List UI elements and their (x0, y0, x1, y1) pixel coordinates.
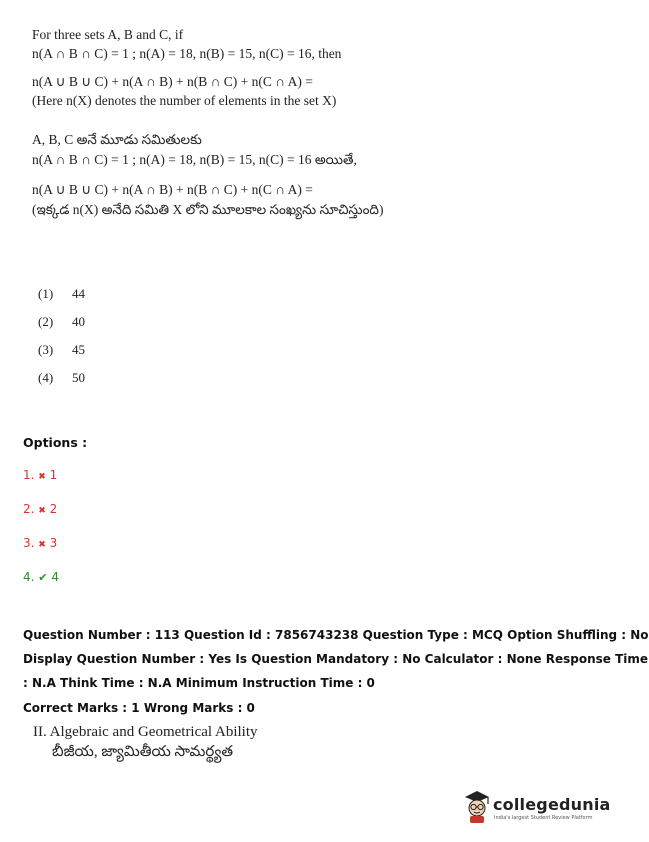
meta-line-1: Question Number : 113 Question Id : 7856743238 Question Type : MCQ Option Shuffling : No (23, 628, 649, 642)
option-2 (23, 502, 57, 516)
question-en-line-3: n(A ∪ B ∪ C) + n(A ∩ B) + n(B ∩ C) + n(C ∩ A) = (32, 74, 313, 89)
choice-2 (38, 314, 85, 330)
options-heading: Options : (23, 435, 88, 450)
meta-line-3: : N.A Think Time : N.A Minimum Instruction Time : 0 (23, 676, 375, 690)
question-te-line-1: A, B, C అనే మూడు సమితులకు (32, 132, 202, 147)
option-label: 1. (23, 468, 35, 482)
option-1 (23, 468, 57, 482)
logo-name: collegedunia (493, 795, 611, 814)
logo-tagline: India's largest Student Review Platform (494, 815, 593, 821)
option-value: 4 (51, 570, 59, 584)
check-icon: ✔ (38, 571, 48, 584)
option-label: 3. (23, 536, 35, 550)
option-value: 3 (49, 536, 58, 550)
option-value: 1 (49, 468, 58, 482)
choice-number: (4) (38, 370, 54, 385)
choice-value: 50 (72, 370, 85, 385)
question-en-line-2: n(A ∩ B ∩ C) = 1 ; n(A) = 18, n(B) = 15, n(C) = 16, then (32, 46, 342, 61)
choice-number: (2) (38, 314, 54, 329)
choice-value: 44 (72, 286, 85, 301)
choice-number: (3) (38, 342, 54, 357)
option-value: 2 (49, 502, 58, 516)
question-te-line-4: (ఇక్కడ n(X) అనేది సమితి X లోని మూలకాల సంఖ్యను సూచిస్తుంది) (32, 202, 384, 217)
choice-1 (38, 286, 85, 302)
meta-line-4: Correct Marks : 1 Wrong Marks : 0 (23, 701, 255, 715)
section-title-te: బీజీయ, జ్యామితీయ సామర్థ్యత (52, 744, 234, 760)
choice-4 (38, 370, 85, 386)
option-4 (23, 570, 59, 584)
choice-3 (38, 342, 85, 358)
choice-number: (1) (38, 286, 54, 301)
option-label: 4. (23, 570, 35, 584)
question-te-line-3: n(A ∪ B ∪ C) + n(A ∩ B) + n(B ∩ C) + n(C ∩ A) = (32, 182, 313, 197)
cross-icon: ✖ (38, 540, 46, 550)
collegedunia-logo (461, 789, 611, 829)
section-title-en: II. Algebraic and Geometrical Ability (33, 724, 258, 740)
option-label: 2. (23, 502, 35, 516)
question-te-line-2: n(A ∩ B ∩ C) = 1 ; n(A) = 18, n(B) = 15, n(C) = 16 అయితే, (32, 152, 357, 167)
meta-line-2: Display Question Number : Yes Is Question Mandatory : No Calculator : None Response Time (23, 652, 649, 666)
choice-value: 45 (72, 342, 85, 357)
cross-icon: ✖ (38, 472, 46, 482)
choice-value: 40 (72, 314, 85, 329)
option-3 (23, 536, 57, 550)
student-mascot-icon (461, 789, 491, 823)
question-en-line-4: (Here n(X) denotes the number of elements in the set X) (32, 93, 337, 108)
cross-icon: ✖ (38, 506, 46, 516)
question-en-line-1: For three sets A, B and C, if (32, 27, 184, 42)
